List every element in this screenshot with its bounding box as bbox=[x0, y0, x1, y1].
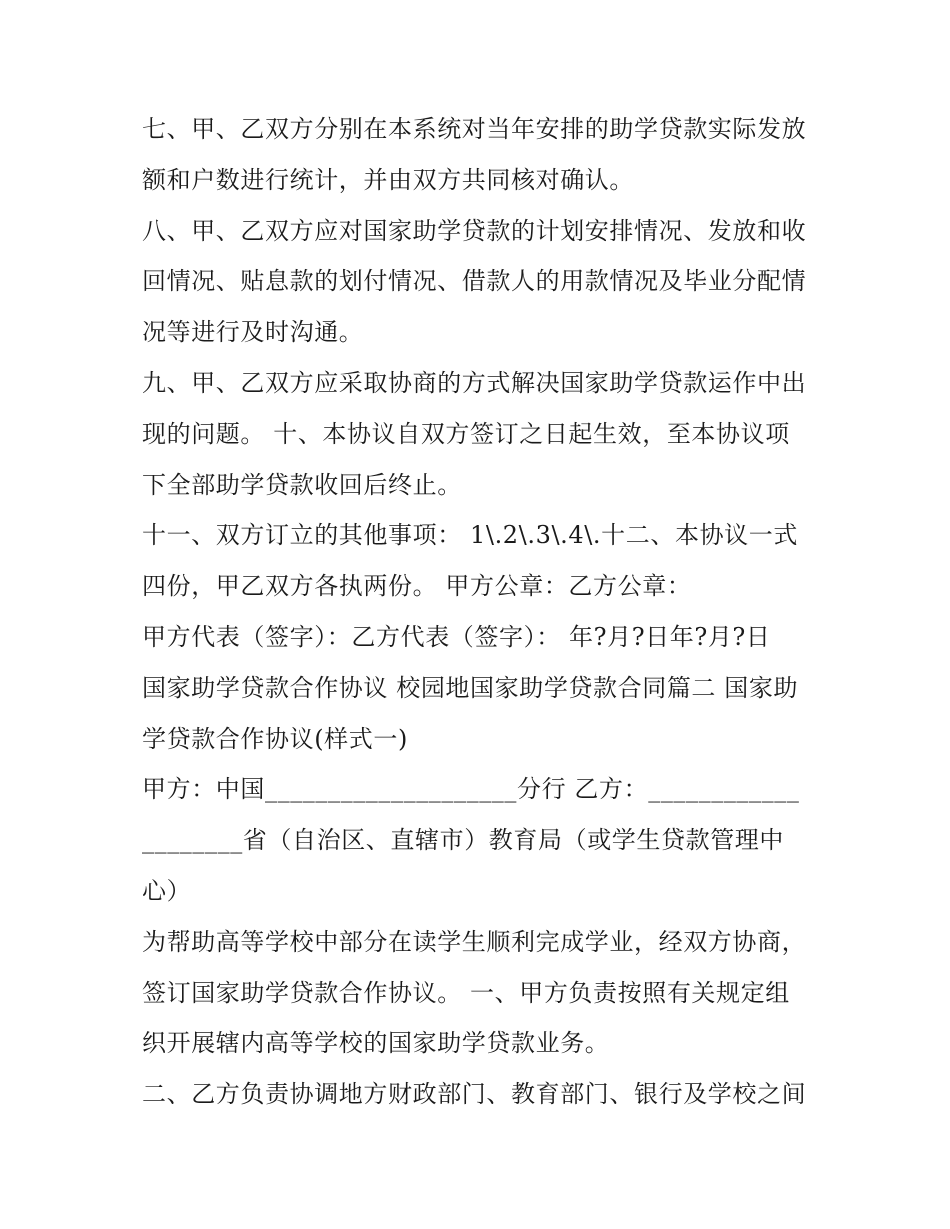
text-line: 额和户数进行统计，并由双方共同核对确认。 bbox=[142, 165, 634, 194]
text-line: 况等进行及时沟通。 bbox=[142, 318, 364, 347]
document-body bbox=[142, 104, 822, 1120]
text-line: 十一、双方订立的其他事项： 1\.2\.3\.4\.十二、本协议一式 bbox=[142, 521, 798, 550]
text-line: 回情况、贴息款的划付情况、借款人的用款情况及毕业分配情 bbox=[142, 267, 807, 296]
text-line: 二、乙方负责协调地方财政部门、教育部门、银行及学校之间 bbox=[142, 1080, 807, 1109]
text-line: 签订国家助学贷款合作协议。 一、甲方负责按照有关规定组 bbox=[142, 978, 790, 1007]
text-line: 四份，甲乙双方各执两份。 甲方公章：乙方公章： bbox=[142, 572, 692, 601]
text-line: ________省（自治区、直辖市）教育局（或学生贷款管理中 bbox=[142, 826, 784, 855]
text-line: 学贷款合作协议(样式一) bbox=[142, 724, 408, 753]
text-line: 七、甲、乙双方分别在本系统对当年安排的助学贷款实际发放 bbox=[142, 115, 807, 143]
text-line: 织开展辖内高等学校的国家助学贷款业务。 bbox=[142, 1029, 610, 1058]
text-line: 八、甲、乙双方应对国家助学贷款的计划安排情况、发放和收 bbox=[142, 216, 807, 245]
text-line: 九、甲、乙双方应采取协商的方式解决国家助学贷款运作中出 bbox=[142, 368, 807, 397]
text-line: 心） bbox=[142, 876, 192, 905]
text-line: 现的问题。 十、本协议自双方签订之日起生效，至本协议项 bbox=[142, 419, 790, 448]
text-line: 甲方：中国____________________分行 乙方：____________ bbox=[142, 775, 800, 804]
text-line: 下全部助学贷款收回后终止。 bbox=[142, 470, 462, 499]
text-line: 国家助学贷款合作协议 校园地国家助学贷款合同篇二 国家助 bbox=[142, 673, 799, 702]
text-line: 为帮助高等学校中部分在读学生顺利完成学业，经双方协商， bbox=[142, 927, 807, 956]
text-line: 甲方代表（签字）：乙方代表（签字）： 年?月?日年?月?日 bbox=[142, 622, 771, 651]
